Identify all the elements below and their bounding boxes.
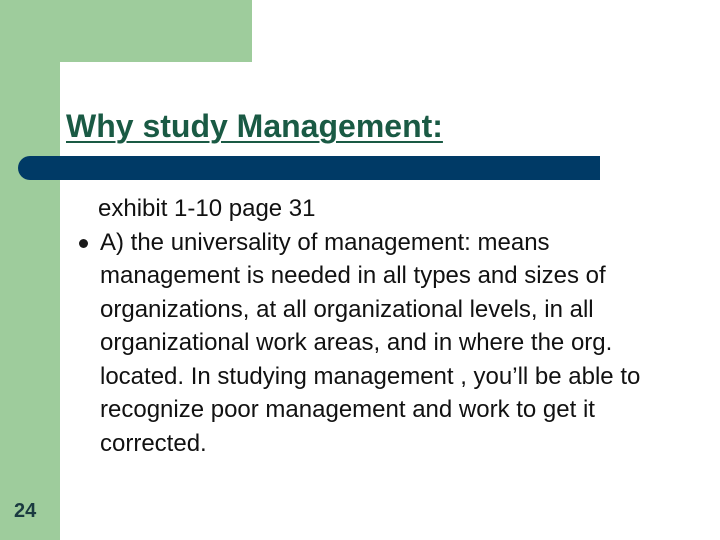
slide-title: Why study Management: bbox=[66, 108, 443, 144]
slide-number: 24 bbox=[14, 500, 37, 522]
bullet-item bbox=[78, 226, 670, 461]
slide-body bbox=[78, 192, 678, 460]
title-underline-bar bbox=[18, 156, 600, 180]
green-frame-left bbox=[0, 0, 60, 540]
bullet-dot-icon bbox=[79, 239, 88, 248]
exhibit-reference: exhibit 1-10 page 31 bbox=[98, 195, 316, 222]
bullet-text: A) the universality of management: means management is needed in all types and sizes of organizations, at all organizational levels, in all organizational work areas, and in where the org. located. In studying management , you’ll be able to recognize poor management and work to get it corrected. bbox=[100, 228, 641, 457]
